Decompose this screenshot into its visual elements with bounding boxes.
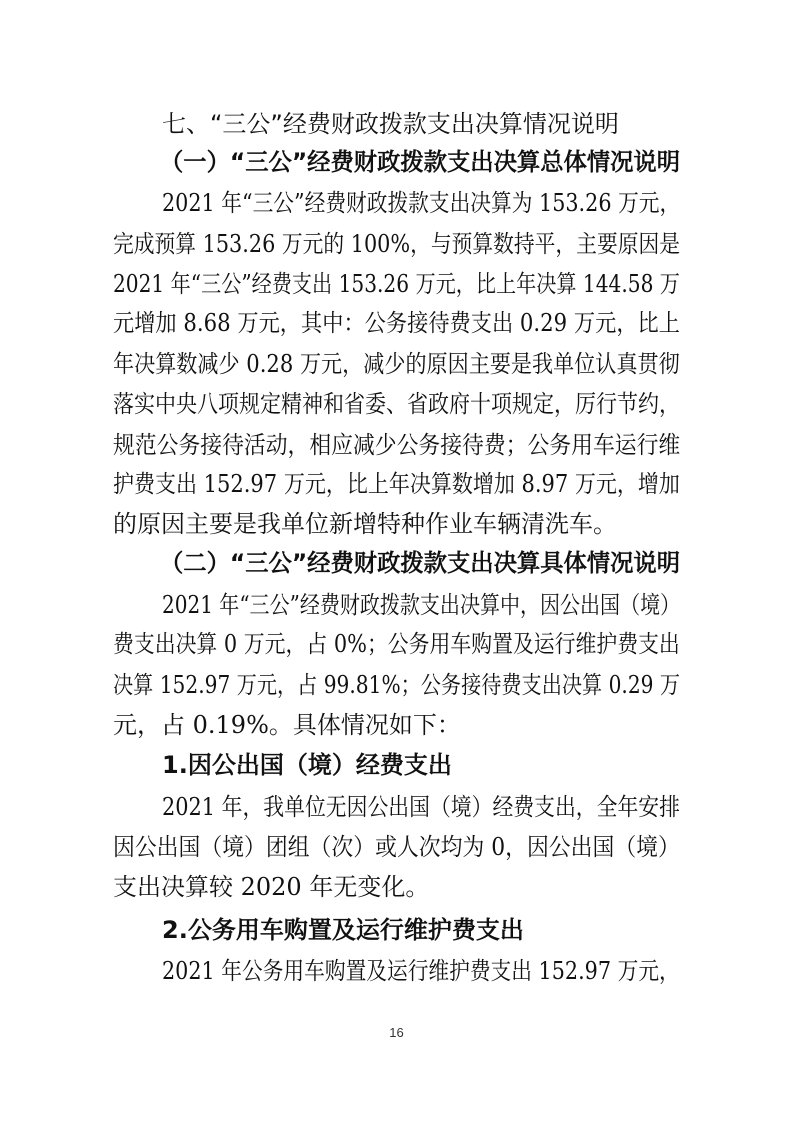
subsection-heading-one: （一）“三公”经费财政拨款支出决算总体情况说明 xyxy=(160,148,681,176)
paragraph-line: 2021 年“三公”经费支出 153.26 万元，比上年决算 144.58 万 xyxy=(113,270,680,298)
paragraph-line: 决算 152.97 万元，占 99.81%；公务接待费支出决算 0.29 万 xyxy=(113,671,681,699)
paragraph-line: 规范公务接待活动，相应减少公务接待费；公务用车运行维 xyxy=(113,431,681,459)
sub-item-title-1: 1.因公出国（境）经费支出 xyxy=(162,751,452,779)
paragraph-line: 元增加 8.68 万元，其中：公务接待费支出 0.29 万元，比上 xyxy=(113,309,680,337)
paragraph-line: 支出决算较 2020 年无变化。 xyxy=(113,873,430,901)
paragraph-line: 2021 年“三公”经费财政拨款支出决算中，因公出国（境） xyxy=(162,591,681,619)
sub-item-title-2: 2.公务用车购置及运行维护费支出 xyxy=(162,916,524,944)
paragraph-line: 2021 年“三公”经费财政拨款支出决算为 153.26 万元， xyxy=(162,189,681,217)
paragraph-line: 费支出决算 0 万元，占 0%；公务用车购置及运行维护费支出 xyxy=(113,630,680,658)
paragraph-line: 2021 年，我单位无因公出国（境）经费支出，全年安排 xyxy=(162,793,680,821)
paragraph-line: 年决算数减少 0.28 万元，减少的原因主要是我单位认真贯彻 xyxy=(113,350,680,378)
subsection-heading-two: （二）“三公”经费财政拨款支出决算具体情况说明 xyxy=(160,549,681,577)
paragraph-line: 元，占 0.19%。具体情况如下： xyxy=(113,711,461,739)
paragraph-line: 的原因主要是我单位新增特种作业车辆清洗车。 xyxy=(113,510,617,538)
paragraph-line: 完成预算 153.26 万元的 100%，与预算数持平，主要原因是 xyxy=(113,230,680,258)
section-heading-seven: 七、“三公”经费财政拨款支出决算情况说明 xyxy=(162,110,619,138)
paragraph-line: 因公出国（境）团组（次）或人次均为 0，因公出国（境） xyxy=(113,833,680,861)
paragraph-line: 落实中央八项规定精神和省委、省政府十项规定，厉行节约， xyxy=(113,390,680,418)
paragraph-line: 护费支出 152.97 万元，比上年决算数增加 8.97 万元，增加 xyxy=(113,470,680,498)
paragraph-line: 2021 年公务用车购置及运行维护费支出 152.97 万元， xyxy=(162,957,680,985)
page-number: 16 xyxy=(389,1025,404,1040)
